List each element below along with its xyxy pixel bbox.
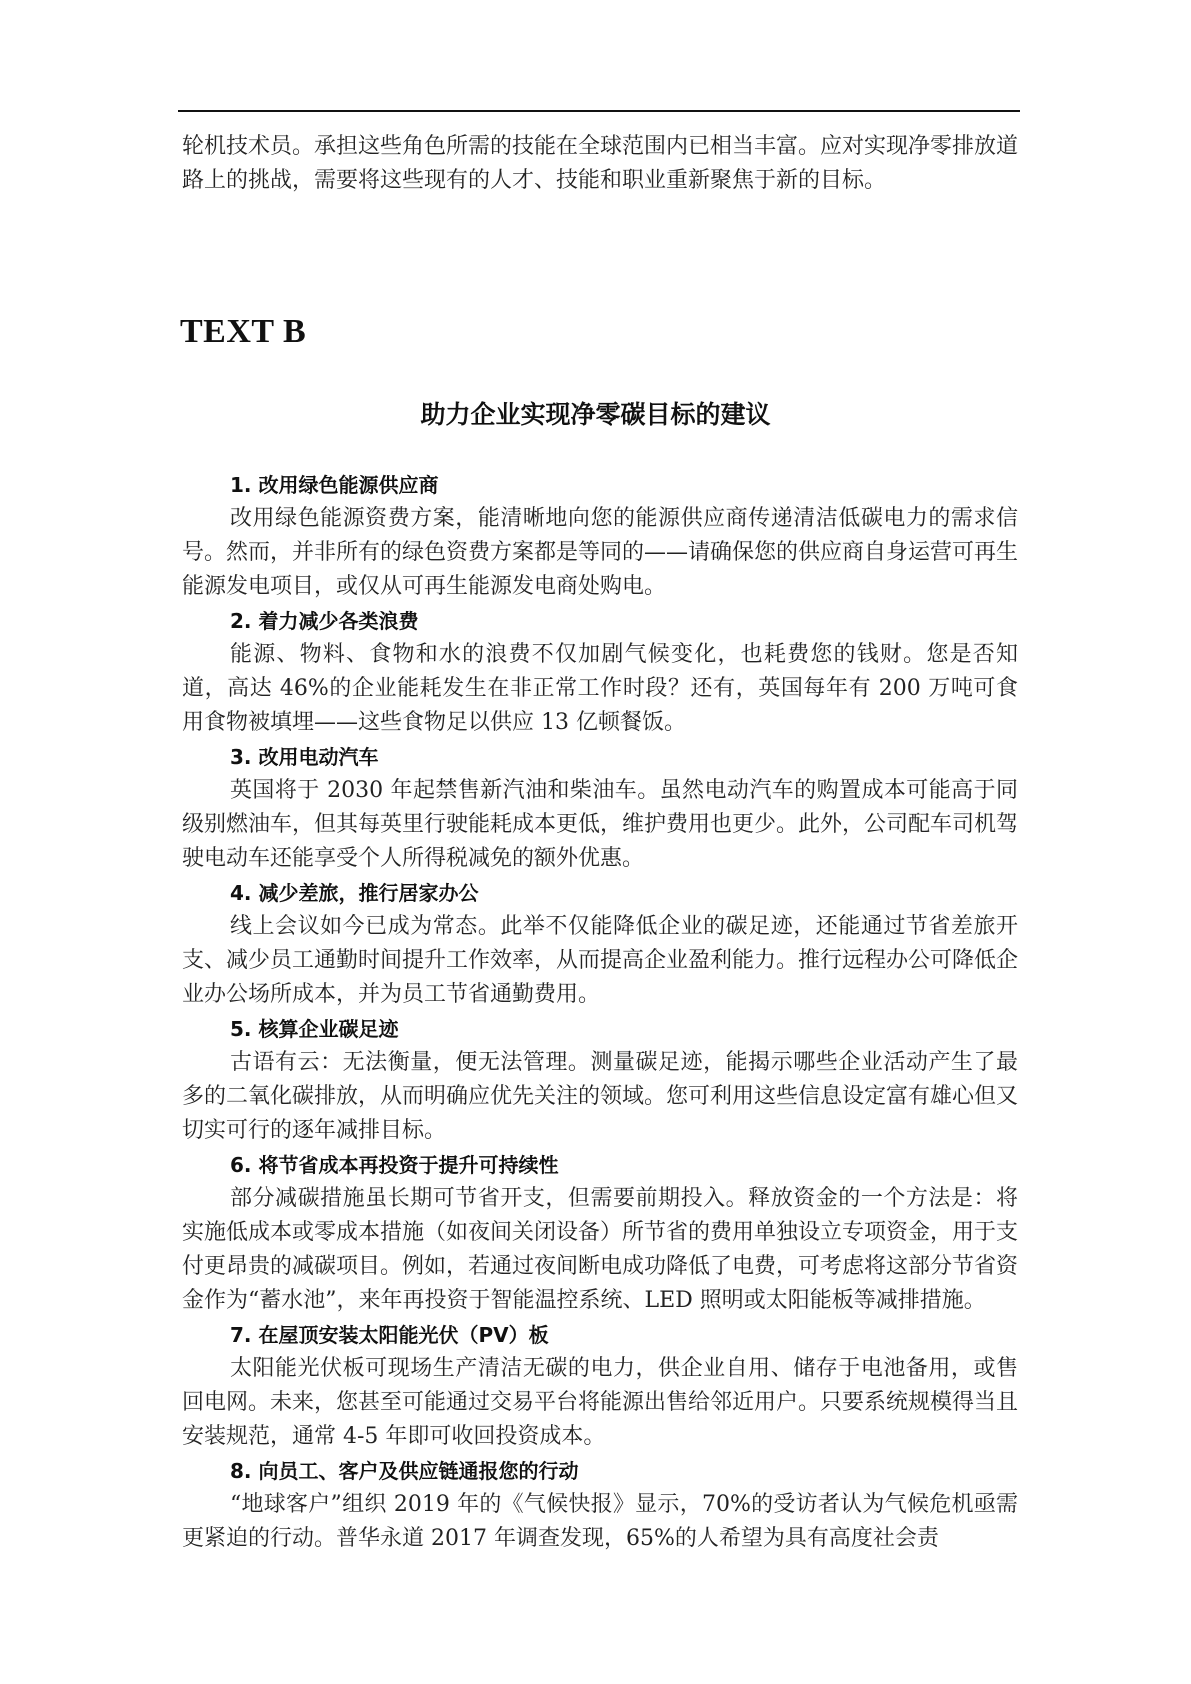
section-title: TEXT B	[180, 313, 307, 350]
item-heading: 2. 着力减少各类浪费	[230, 609, 419, 633]
header-rule	[178, 110, 1020, 112]
list-item	[182, 740, 1018, 876]
item-body: 英国将于 2030 年起禁售新汽油和柴油车。虽然电动汽车的购置成本可能高于同级别燃油车，但其每英里行驶能耗成本更低，维护费用也更少。此外，公司配车司机驾驶电动车还能享受个人所得税减免的额外优惠。	[182, 778, 1019, 871]
item-body: 太阳能光伏板可现场生产清洁无碳的电力，供企业自用、储存于电池备用，或售回电网。未来，您甚至可能通过交易平台将能源出售给邻近用户。只要系统规模得当且安装规范，通常 4-5 年即可收回投资成本。	[182, 1356, 1019, 1449]
item-heading: 4. 减少差旅，推行居家办公	[230, 881, 479, 905]
list-item	[182, 1012, 1018, 1148]
list-item	[182, 604, 1018, 740]
article-body	[182, 468, 1018, 1556]
item-heading: 6. 将节省成本再投资于提升可持续性	[230, 1153, 559, 1177]
list-item	[182, 1454, 1018, 1556]
item-body: “地球客户”组织 2019 年的《气候快报》显示，70%的受访者认为气候危机亟需更紧迫的行动。普华永道 2017 年调查发现，65%的人希望为具有高度社会责	[182, 1492, 1018, 1551]
article-title: 助力企业实现净零碳目标的建议	[420, 400, 771, 429]
list-item	[182, 1148, 1018, 1318]
item-body: 线上会议如今已成为常态。此举不仅能降低企业的碳足迹，还能通过节省差旅开支、减少员工通勤时间提升工作效率，从而提高企业盈利能力。推行远程办公可降低企业办公场所成本，并为员工节省通勤费用。	[182, 914, 1019, 1007]
item-body: 部分减碳措施虽长期可节省开支，但需要前期投入。释放资金的一个方法是：将实施低成本或零成本措施（如夜间关闭设备）所节省的费用单独设立专项资金，用于支付更昂贵的减碳项目。例如，若通过夜间断电成功降低了电费，可考虑将这部分节省资金作为“蓄水池”，来年再投资于智能温控系统、LED 照明或太阳能板等减排措施。	[182, 1186, 1019, 1313]
item-heading: 7. 在屋顶安装太阳能光伏（PV）板	[230, 1323, 549, 1347]
item-heading: 3. 改用电动汽车	[230, 745, 379, 769]
list-item	[182, 468, 1018, 604]
item-body: 古语有云：无法衡量，便无法管理。测量碳足迹，能揭示哪些企业活动产生了最多的二氧化碳排放，从而明确应优先关注的领域。您可利用这些信息设定富有雄心但又切实可行的逐年减排目标。	[182, 1050, 1019, 1143]
item-body: 能源、物料、食物和水的浪费不仅加剧气候变化，也耗费您的钱财。您是否知道，高达 46%的企业能耗发生在非正常工作时段？还有，英国每年有 200 万吨可食用食物被填埋——这些食物足以供应 13 亿顿餐饭。	[182, 642, 1018, 735]
item-heading: 5. 核算企业碳足迹	[230, 1017, 399, 1041]
list-item	[182, 1318, 1018, 1454]
item-heading: 1. 改用绿色能源供应商	[230, 473, 439, 497]
item-body: 改用绿色能源资费方案，能清晰地向您的能源供应商传递清洁低碳电力的需求信号。然而，并非所有的绿色资费方案都是等同的——请确保您的供应商自身运营可再生能源发电项目，或仅从可再生能源发电商处购电。	[182, 506, 1019, 599]
continuation-paragraph: 轮机技术员。承担这些角色所需的技能在全球范围内已相当丰富。应对实现净零排放道路上的挑战，需要将这些现有的人才、技能和职业重新聚焦于新的目标。	[182, 134, 1019, 193]
item-heading: 8. 向员工、客户及供应链通报您的行动	[230, 1459, 579, 1483]
list-item	[182, 876, 1018, 1012]
